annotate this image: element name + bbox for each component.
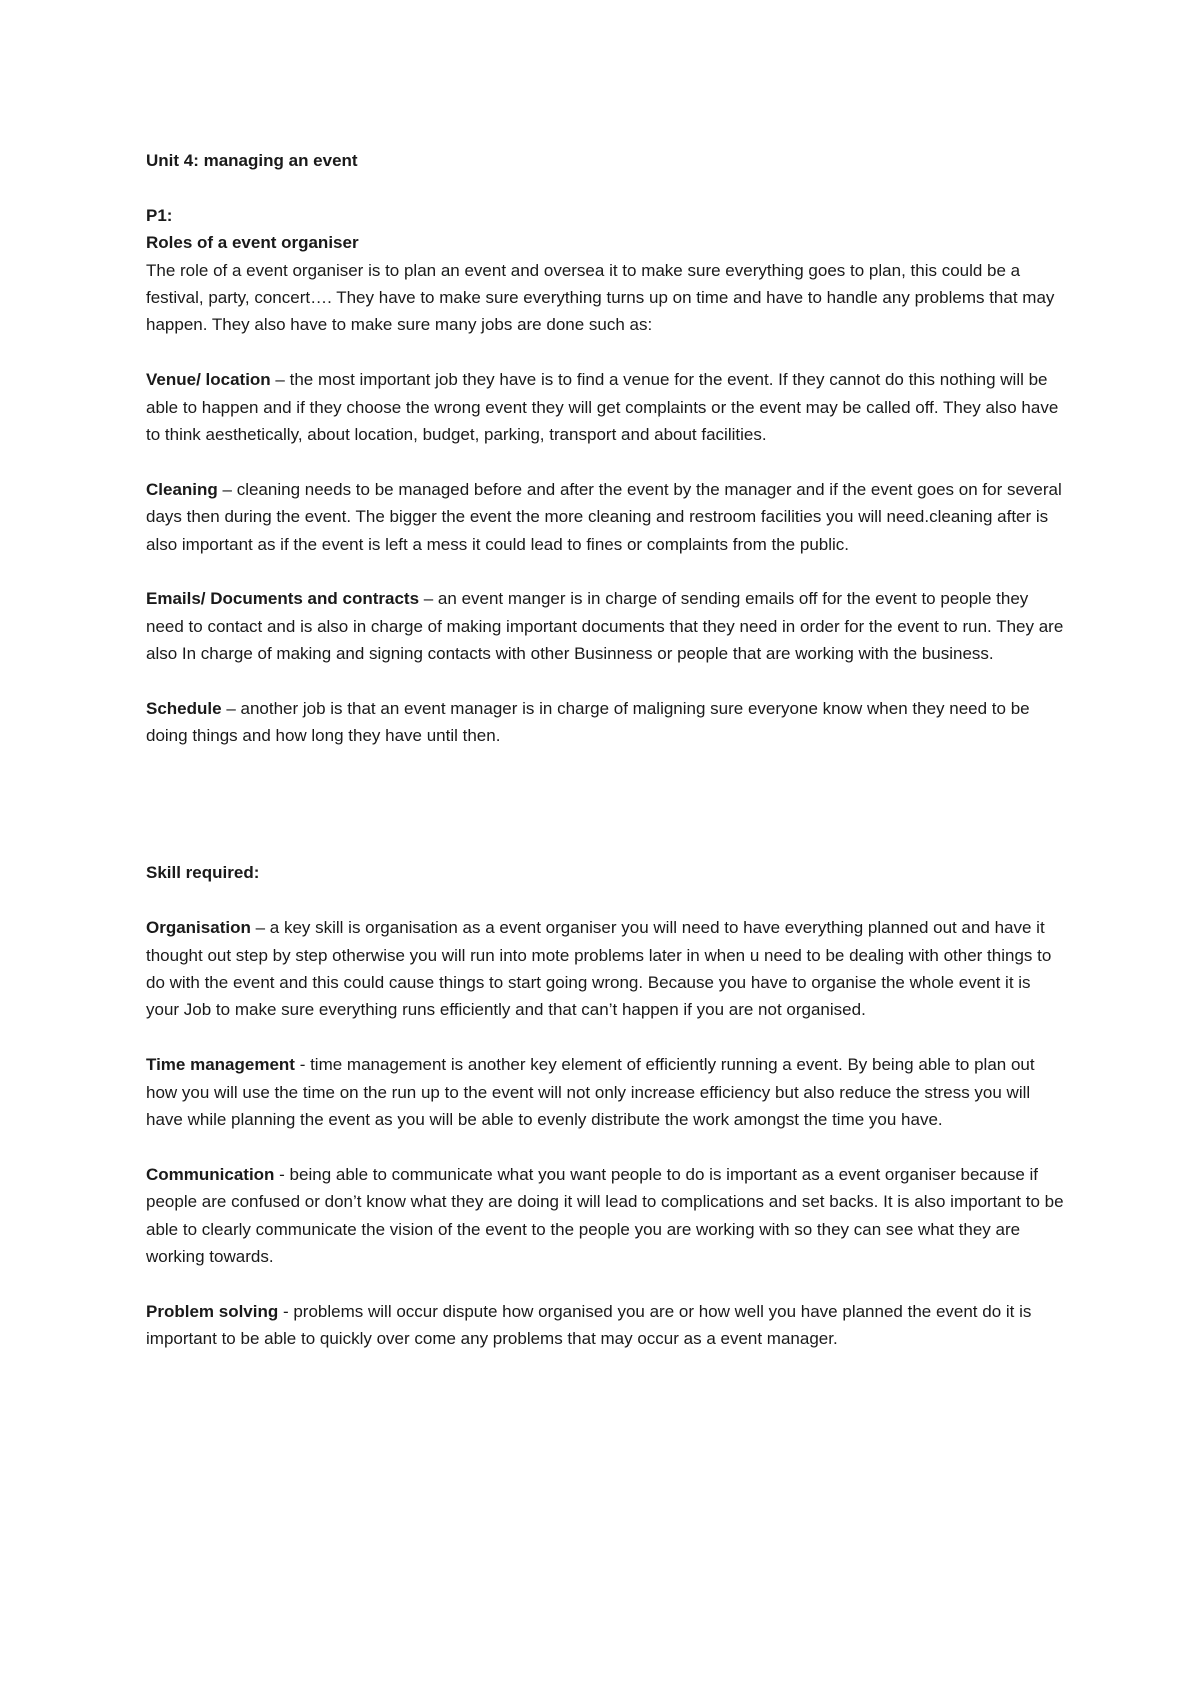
- skill-description: – a key skill is organisation as a event organiser you will need to have everything planned out and have it thought out step by step otherwise you will run into mote problems later in when u need to be dealing with other things to do with the event and this could cause things to start going wrong. Because you have to organise the whole event it is your Job to make sure everything runs efficiently and that can’t happen if you are not organised.: [146, 918, 1052, 1020]
- job-paragraph-schedule: [146, 695, 1066, 750]
- job-term: Schedule: [146, 699, 222, 719]
- skills-heading: Skill required:: [146, 863, 260, 883]
- spacer: [146, 1271, 1066, 1298]
- job-description: – the most important job they have is to find a venue for the event. If they cannot do this nothing will be able to happen and if they choose the wrong event they will get complaints or the event may be called off. They also have to think aesthetically, about location, budget, parking, transport and about facilities.: [146, 370, 1059, 445]
- spacer: [146, 1133, 1066, 1160]
- skill-description: - time management is another key element of efficiently running a event. By being able to plan out how you will use the time on the run up to the event will not only increase efficiency but also reduce the stress you will have while planning the event as you will be able to evenly distribute the work amongst the time you have.: [146, 1055, 1035, 1130]
- section-heading-p1: P1:: [146, 205, 173, 225]
- document-title: Unit 4: managing an event: [146, 151, 358, 170]
- skill-paragraph-organisation: [146, 914, 1066, 1024]
- job-paragraph-venue: [146, 366, 1066, 448]
- skill-paragraph-time-management: [146, 1051, 1066, 1133]
- spacer: [146, 1024, 1066, 1051]
- job-term: Venue/ location: [146, 370, 271, 390]
- skill-description: - being able to communicate what you want people to do is important as a event organiser because if people are confused or don’t know what they are doing it will lead to complications and set backs. It is also important to be able to clearly communicate the vision of the event to the people you are working with so they can see what they are working towards.: [146, 1164, 1064, 1267]
- job-description: – another job is that an event manager is in charge of maligning sure everyone know when they need to be doing things and how long they have until then.: [146, 699, 1030, 746]
- job-paragraph-cleaning: [146, 476, 1066, 558]
- spacer: [146, 174, 1066, 201]
- spacer: [146, 750, 1066, 860]
- spacer: [146, 339, 1066, 366]
- skill-term: Organisation: [146, 918, 251, 938]
- spacer: [146, 448, 1066, 475]
- skill-paragraph-communication: [146, 1161, 1066, 1271]
- skill-description: - problems will occur dispute how organised you are or how well you have planned the event do it is important to be able to quickly over come any problems that may occur as a event manager.: [146, 1301, 1032, 1349]
- spacer: [146, 668, 1066, 695]
- roles-paragraph: The role of a event organiser is to plan an event and oversea it to make sure everything goes to plan, this could be a festival, party, concert…. They have to make sure everything turns up on time and have to handle any problems that may happen. They also have to make sure many jobs are done such as:: [146, 260, 1055, 335]
- skill-paragraph-problem-solving: [146, 1298, 1066, 1353]
- skill-term: Communication: [146, 1164, 275, 1184]
- job-paragraph-emails: [146, 585, 1066, 667]
- document-body: [146, 147, 1066, 1353]
- skill-term: Time management: [146, 1055, 295, 1075]
- roles-heading: Roles of a event organiser: [146, 233, 359, 253]
- job-description: – an event manger is in charge of sending emails off for the event to people they need to contact and is also in charge of making important documents that they need in order for the event to run. They are also In charge of making and signing contacts with other Businness or people that are working with the business.: [146, 589, 1064, 664]
- job-term: Emails/ Documents and contracts: [146, 589, 420, 609]
- spacer: [146, 558, 1066, 585]
- spacer: [146, 887, 1066, 914]
- job-term: Cleaning: [146, 479, 218, 499]
- job-description: – cleaning needs to be managed before and after the event by the manager and if the event goes on for several days then during the event. The bigger the event the more cleaning and restroom facilities you will need.cleaning after is also important as if the event is left a mess it could lead to fines or complaints from the public.: [146, 479, 1062, 554]
- skill-term: Problem solving: [146, 1301, 279, 1321]
